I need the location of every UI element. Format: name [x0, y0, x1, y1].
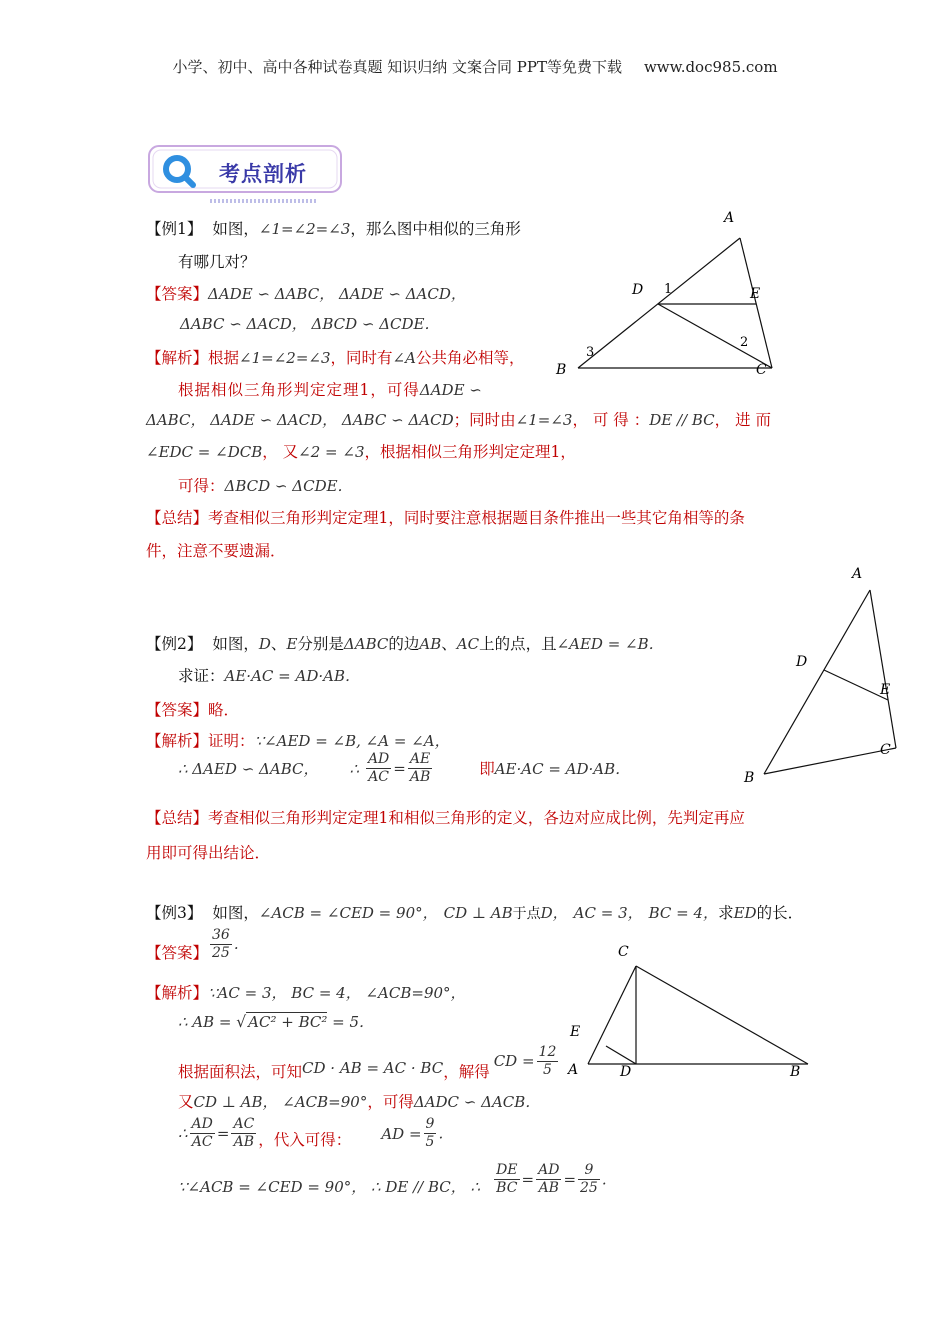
ex2-question-line2: 求证：AE·AC = AD·AB．	[178, 667, 360, 685]
ex1-summary-line2: 件，注意不要遗漏．	[146, 542, 286, 560]
badge-title: 考点剖析	[219, 162, 307, 186]
ex3-figure	[560, 938, 820, 1083]
ex3-answer: 【答案】 $\frac{36}{25}$ .	[146, 926, 239, 962]
ex3-question: 【例3】 如图，∠ACB = ∠CED = 90°， CD ⊥ AB于点D， AC = 3， BC = 4，求ED的长．	[146, 904, 804, 922]
ex3-label-B: B	[790, 1064, 801, 1080]
ex1-summary-line1: 【总结】考查相似三角形判定定理1，同时要注意根据题目条件推出一些其它角相等的条	[146, 509, 745, 527]
ex3-analysis-line2: ∴ AB = √ AC² + BC² = 5．	[178, 1013, 375, 1031]
ex1-answer-line2: ΔABC ∽ ΔACD， ΔBCD ∽ ΔCDE．	[180, 315, 440, 333]
ex1-question-line2: 有哪几对？	[178, 253, 256, 271]
ex2-summary-line1: 【总结】考查相似三角形判定定理1和相似三角形的定义，各边对应成比例，先判定再应	[146, 809, 745, 827]
ex3-label-C: C	[618, 944, 629, 960]
header-left-text: 小学、初中、高中各种试卷真题 知识归纳 文案合同 PPT等免费下载	[172, 58, 622, 76]
ex2-answer: 【答案】略．	[146, 701, 240, 719]
ex1-figure	[540, 200, 820, 385]
ex2-question-line1: 【例2】 如图，D、E分别是ΔABC的边AB、AC上的点，且∠AED = ∠B．	[146, 635, 664, 653]
ex2-summary-line2: 用即可得出结论．	[146, 844, 271, 862]
ex3-label-A: A	[568, 1062, 579, 1078]
ex2-analysis-line1: 【解析】证明：∵∠AED = ∠B, ∠A = ∠A，	[146, 732, 450, 750]
ex1-label-B: B	[556, 362, 567, 378]
ex1-question-line1: 【例1】 如图，∠1=∠2=∠3，那么图中相似的三角形	[146, 220, 521, 238]
ex3-analysis-line3: 根据面积法，可知CD · AB = AC · BC，解得CD = $\frac{12}{5}$	[178, 1043, 557, 1081]
ex3-analysis-line4: 又CD ⊥ AB， ∠ACB=90°，可得ΔADC ∽ ΔACB．	[178, 1093, 541, 1111]
ex2-label-E: E	[880, 682, 891, 698]
header-url: www.doc985.com	[643, 58, 778, 76]
ex1-analysis-line4: ∠EDC = ∠DCB， 又∠2 = ∠3，根据相似三角形判定定理1，	[146, 443, 576, 461]
ex2-label-D: D	[796, 654, 808, 670]
ex1-label-A: A	[724, 210, 735, 226]
page-header	[0, 56, 950, 77]
ex2-figure	[740, 560, 920, 790]
ex3-label-D: D	[620, 1064, 632, 1080]
ex1-label-3: 3	[586, 345, 595, 360]
ex1-analysis-line2: 根据相似三角形判定定理1，可得ΔADE ∽	[178, 381, 482, 399]
ex2-label-B: B	[744, 770, 755, 786]
ex1-label-D: D	[632, 282, 644, 298]
ex1-analysis-line5: 可得：ΔBCD ∽ ΔCDE．	[178, 477, 353, 495]
ex1-label-C: C	[756, 362, 767, 378]
ex2-analysis-line2: ∴ ΔAED ∽ ΔABC， ∴ $\frac{AD}{AC}$ = $\frac{AE}{AB}$ 即AE·AC = AD·AB．	[178, 751, 631, 785]
ex3-analysis-line6: ∵∠ACB = ∠CED = 90°， ∴ DE // BC， ∴ $\frac{DE}{BC}$ = $\frac{AD}{AB}$ = $\frac{9}{25}$ .	[178, 1162, 607, 1196]
ex1-answer-line1: 【答案】ΔADE ∽ ΔABC， ΔADE ∽ ΔACD，	[146, 285, 466, 303]
ex1-analysis-line1: 【解析】根据∠1=∠2=∠3，同时有∠A公共角必相等，	[146, 349, 525, 367]
ex2-label-A: A	[852, 566, 863, 582]
ex1-label-1: 1	[664, 282, 673, 297]
ex1-analysis-line3: ΔABC， ΔADE ∽ ΔACD， ΔABC ∽ ΔACD；同时由∠1=∠3， 可 得 ：DE // BC， 进 而	[146, 411, 771, 429]
ex3-analysis-line1: 【解析】∵AC = 3， BC = 4， ∠ACB=90°，	[146, 984, 466, 1002]
section-badge	[147, 144, 343, 204]
ex1-label-E: E	[750, 286, 761, 302]
ex3-label-E: E	[570, 1024, 581, 1040]
ex1-label-2: 2	[740, 335, 749, 350]
ex3-analysis-line5: ∴ $\frac{AD}{AC}$ = $\frac{AC}{AB}$ ，代入可得： AD = $\frac{9}{5}$ .	[178, 1116, 444, 1150]
ex2-label-C: C	[880, 742, 891, 758]
